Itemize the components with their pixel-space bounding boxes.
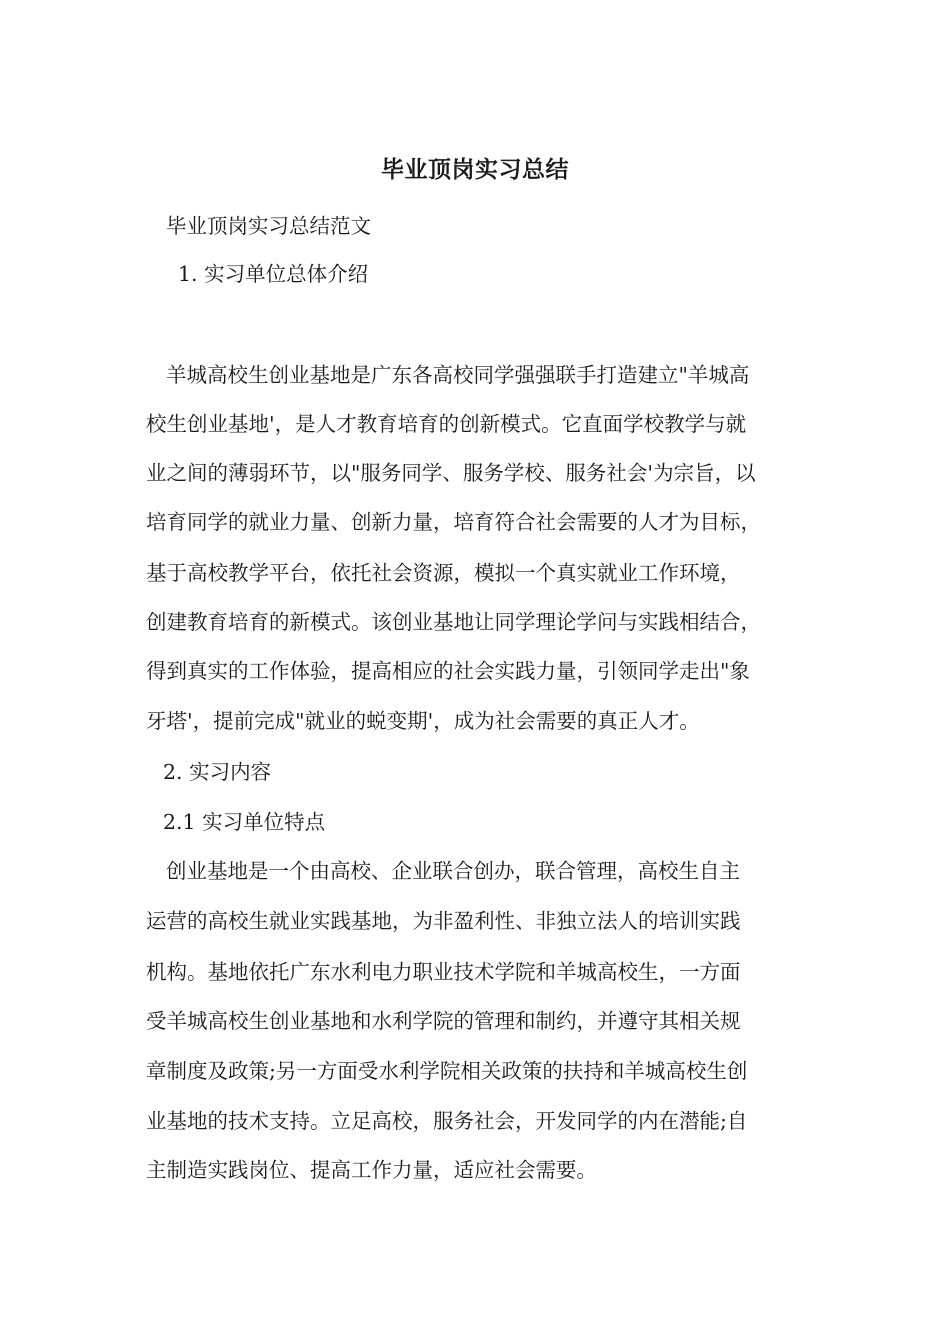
section-heading-2: 2. 实习内容: [163, 760, 272, 784]
paragraph-line: 受羊城高校生创业基地和水利学院的管理和制约，并遵守其相关规: [146, 1009, 741, 1033]
paragraph-line: 得到真实的工作体验，提高相应的社会实践力量，引领同学走出"象: [146, 659, 750, 683]
paragraph-line: 运营的高校生就业实践基地，为非盈利性、非独立法人的培训实践: [146, 909, 741, 933]
paragraph-line: 校生创业基地'，是人才教育培育的创新模式。它直面学校教学与就: [146, 412, 747, 436]
section-heading-2-1: 2.1 实习单位特点: [163, 810, 326, 834]
paragraph-line: 羊城高校生创业基地是广东各高校同学强强联手打造建立"羊城高: [166, 363, 750, 387]
section-heading-1: 1. 实习单位总体介绍: [178, 262, 369, 286]
paragraph-line: 章制度及政策;另一方面受水利学院相关政策的扶持和羊城高校生创: [146, 1059, 748, 1083]
paragraph-line: 创建教育培育的新模式。该创业基地让同学理论学问与实践相结合，: [146, 610, 761, 634]
document-title: 毕业顶岗实习总结: [381, 156, 569, 183]
paragraph-line: 牙塔'，提前完成"就业的蜕变期'，成为社会需要的真正人才。: [146, 709, 700, 733]
paragraph-line: 基于高校教学平台，依托社会资源，模拟一个真实就业工作环境，: [146, 561, 741, 585]
paragraph-line: 培育同学的就业力量、创新力量，培育符合社会需要的人才为目标，: [146, 510, 761, 534]
document-subtitle: 毕业顶岗实习总结范文: [166, 214, 371, 238]
paragraph-line: 主制造实践岗位、提高工作力量，适应社会需要。: [146, 1158, 597, 1182]
paragraph-line: 业之间的薄弱环节，以"服务同学、服务学校、服务社会'为宗旨，以: [146, 461, 756, 485]
paragraph-line: 创业基地是一个由高校、企业联合创办，联合管理，高校生自主: [166, 859, 740, 883]
paragraph-line: 机构。基地依托广东水利电力职业技术学院和羊城高校生，一方面: [146, 960, 741, 984]
paragraph-line: 业基地的技术支持。立足高校，服务社会，开发同学的内在潜能;自: [146, 1109, 748, 1133]
